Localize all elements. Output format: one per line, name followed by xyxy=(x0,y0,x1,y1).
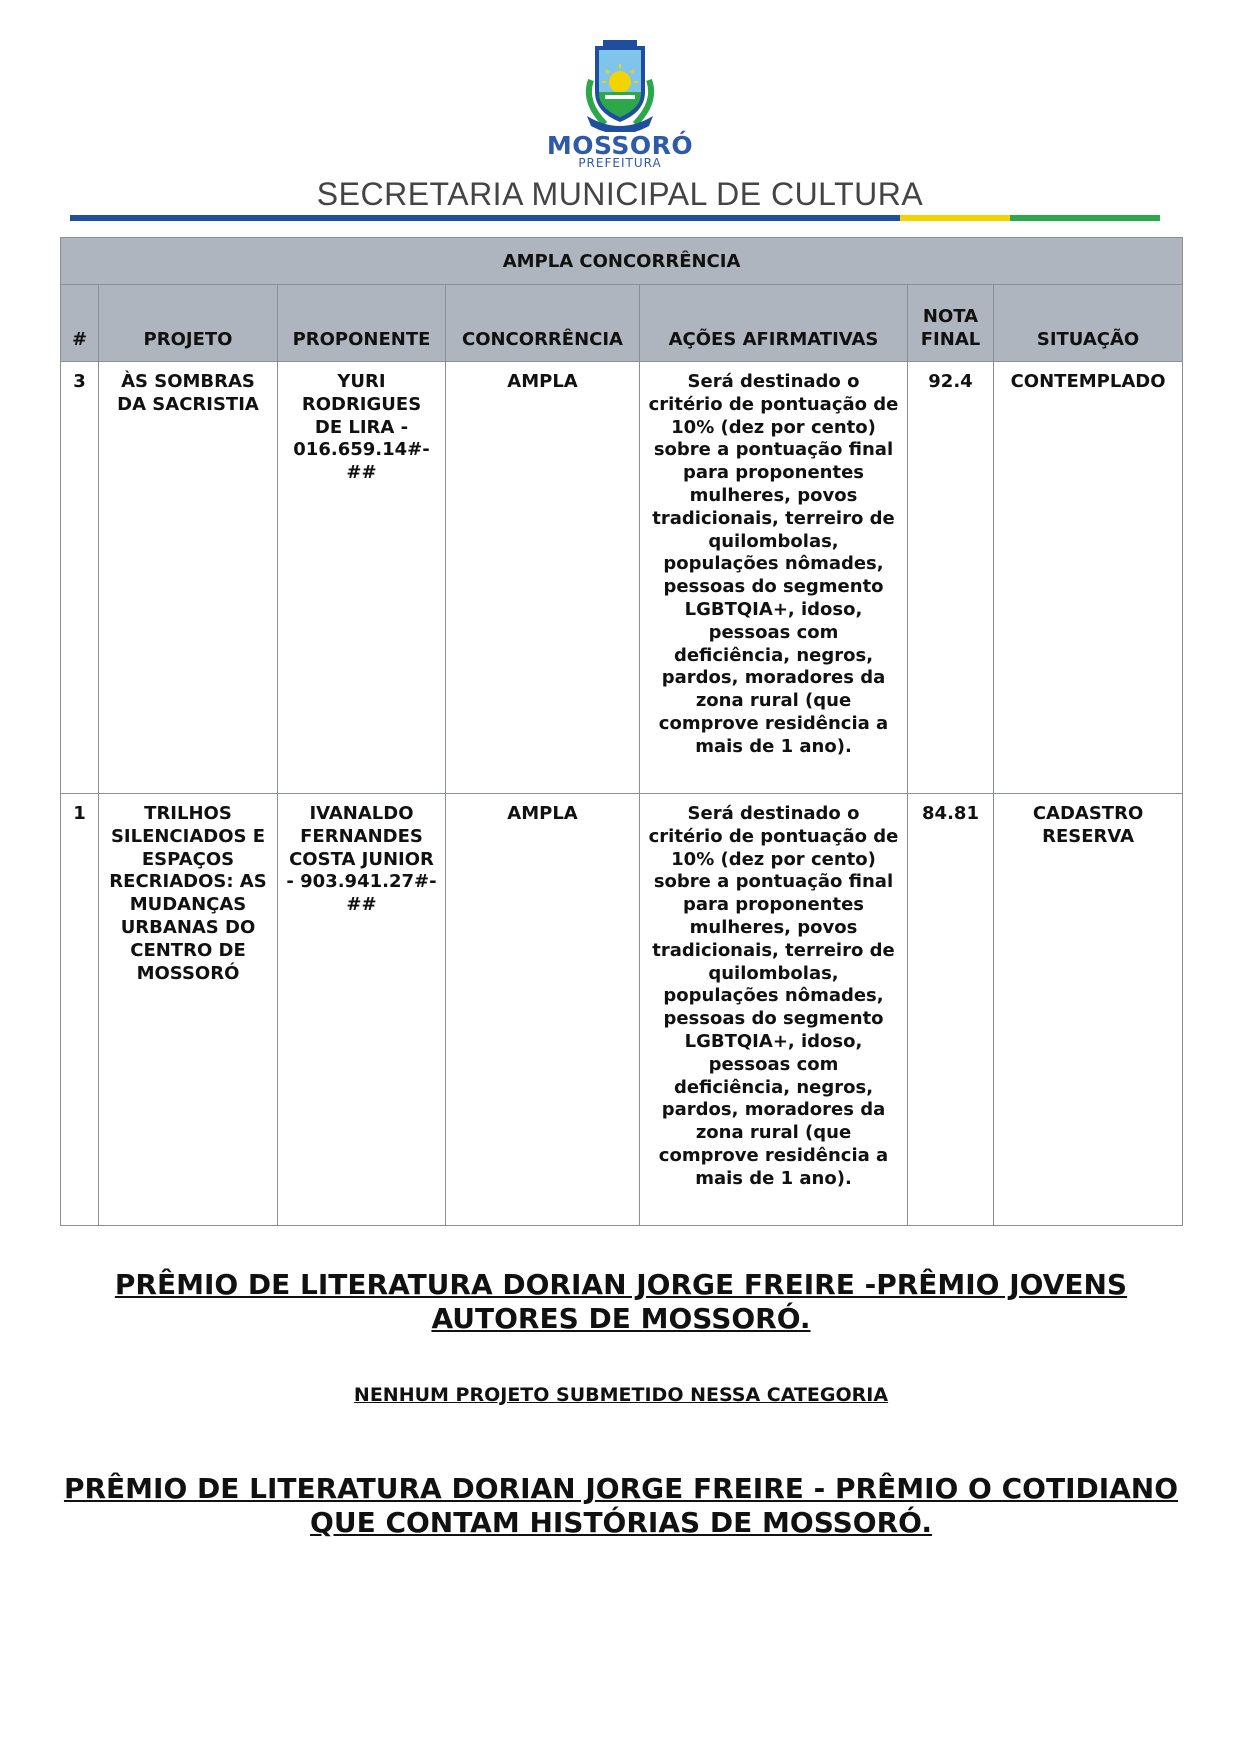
table-header-row xyxy=(61,285,1183,362)
cell-situacao: CONTEMPLADO xyxy=(994,362,1183,794)
cell-nota-final: 84.81 xyxy=(908,794,994,1226)
cell-concorrencia: AMPLA xyxy=(446,362,640,794)
column-header: # xyxy=(61,285,99,362)
column-header: NOTA FINAL xyxy=(908,285,994,362)
cell-projeto: TRILHOS SILENCIADOS E ESPAÇOS RECRIADOS: AS MUDANÇAS URBANAS DO CENTRO DE MOSSORÓ xyxy=(99,794,278,1226)
section-title-jovens-autores: PRÊMIO DE LITERATURA DORIAN JORGE FREIRE -PRÊMIO JOVENS AUTORES DE MOSSORÓ. xyxy=(114,1268,1128,1335)
cell-nota-final: 92.4 xyxy=(908,362,994,794)
table-row xyxy=(61,794,1183,1226)
municipal-crest-logo xyxy=(565,40,675,132)
table-group-title: AMPLA CONCORRÊNCIA xyxy=(61,238,1183,285)
cell-number: 3 xyxy=(61,362,99,794)
cell-projeto: ÀS SOMBRAS DA SACRISTIA xyxy=(99,362,278,794)
cell-acoes-afirmativas: Será destinado o critério de pontuação de 10% (dez por cento) sobre a pontuação final para proponentes mulheres, povos tradicionais, terreiro de quilombolas, populações nômades, pessoas do segmento LGBTQIA+, idoso, pessoas com deficiência, negros, pardos, moradores da zona rural (que comprove residência a mais de 1 ano). xyxy=(640,794,908,1226)
cell-proponente: YURI RODRIGUES DE LIRA - 016.659.14#-## xyxy=(278,362,446,794)
color-bar-yellow xyxy=(900,215,1010,221)
cell-number: 1 xyxy=(61,794,99,1226)
header-color-bar xyxy=(70,215,1160,221)
section-title-cotidiano: PRÊMIO DE LITERATURA DORIAN JORGE FREIRE - PRÊMIO O COTIDIANO QUE CONTAM HISTÓRIAS DE MOSSORÓ. xyxy=(63,1472,1179,1539)
color-bar-blue xyxy=(70,215,900,221)
cell-concorrencia: AMPLA xyxy=(446,794,640,1226)
column-header: SITUAÇÃO xyxy=(994,285,1183,362)
no-projects-note: NENHUM PROJETO SUBMETIDO NESSA CATEGORIA xyxy=(353,1384,889,1406)
color-bar-green xyxy=(1010,215,1160,221)
cell-acoes-afirmativas: Será destinado o critério de pontuação de 10% (dez por cento) sobre a pontuação final para proponentes mulheres, povos tradicionais, terreiro de quilombolas, populações nômades, pessoas do segmento LGBTQIA+, idoso, pessoas com deficiência, negros, pardos, moradores da zona rural (que comprove residência a mais de 1 ano). xyxy=(640,362,908,794)
document-header xyxy=(0,0,1240,230)
cell-proponente: IVANALDO FERNANDES COSTA JUNIOR - 903.941.27#-## xyxy=(278,794,446,1226)
brand-subtitle: PREFEITURA xyxy=(578,156,662,170)
column-header: PROJETO xyxy=(99,285,278,362)
results-table xyxy=(60,237,1183,1226)
column-header: AÇÕES AFIRMATIVAS xyxy=(640,285,908,362)
cell-situacao: CADASTRO RESERVA xyxy=(994,794,1183,1226)
column-header: CONCORRÊNCIA xyxy=(446,285,640,362)
department-title: SECRETARIA MUNICIPAL DE CULTURA xyxy=(316,176,924,212)
brand-name: MOSSORÓ xyxy=(546,131,694,160)
table-row xyxy=(61,362,1183,794)
column-header: PROPONENTE xyxy=(278,285,446,362)
